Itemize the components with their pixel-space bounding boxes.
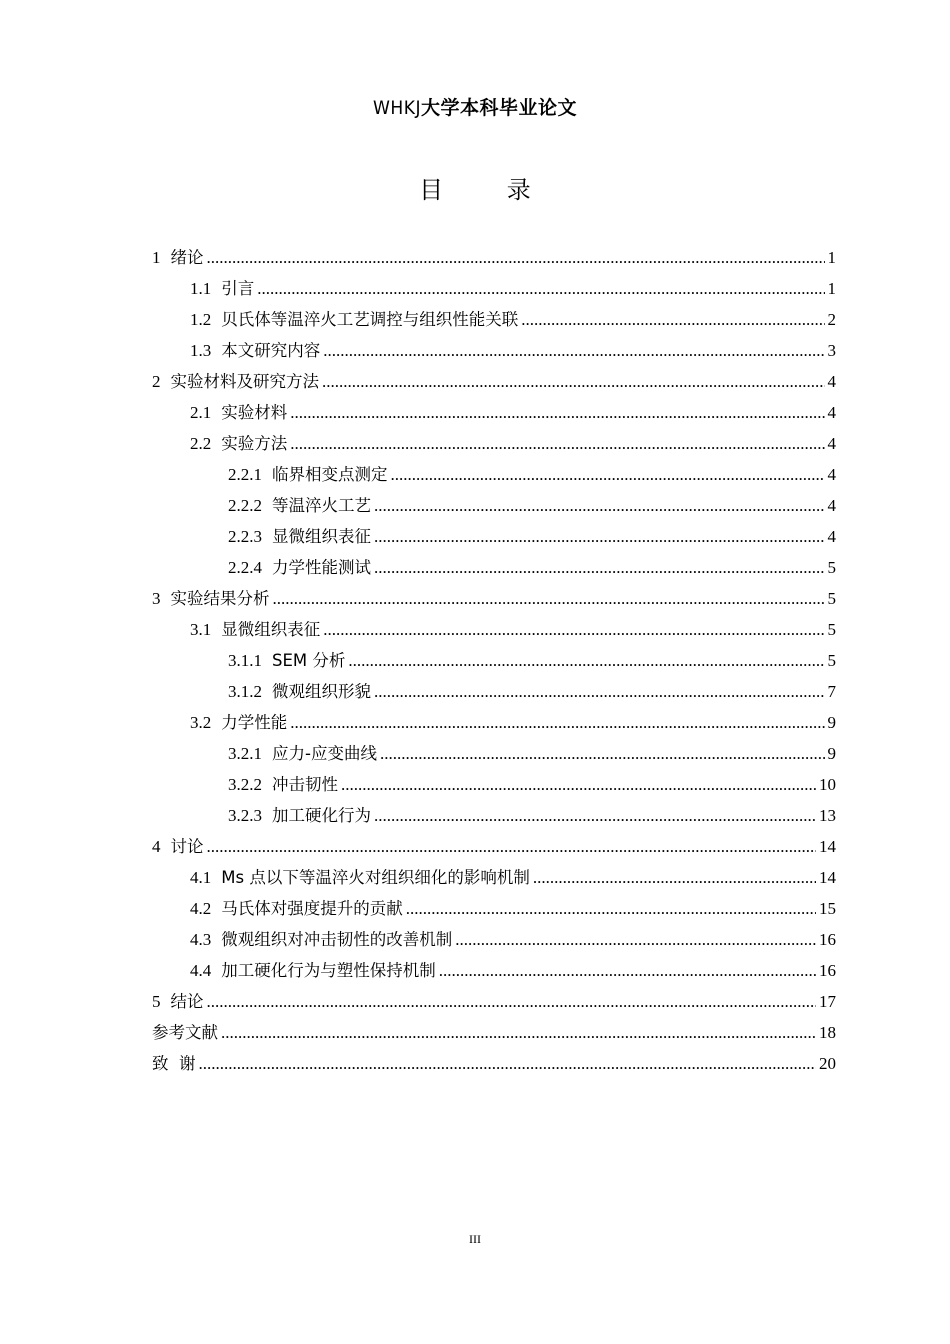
toc-leader-dots	[221, 1017, 816, 1048]
toc-entry-title: 冲击韧性	[272, 775, 338, 794]
toc-leader-dots	[455, 924, 816, 955]
table-of-contents	[152, 242, 836, 1079]
toc-entry-number: 2.1	[190, 403, 212, 422]
toc-entry-number: 4.1	[190, 868, 212, 887]
toc-entry-page: 1	[827, 248, 836, 267]
toc-entry-title: 实验方法	[221, 434, 288, 453]
toc-entry-page: 16	[819, 961, 836, 980]
toc-entry-number: 3	[152, 589, 161, 608]
toc-entry[interactable]	[152, 955, 836, 986]
toc-entry[interactable]	[152, 397, 836, 428]
toc-entry[interactable]	[152, 552, 836, 583]
toc-entry-number: 3.2.3	[228, 806, 262, 825]
toc-entry-number: 3.1.2	[228, 682, 262, 701]
toc-entry-title: 马氏体对强度提升的贡献	[221, 899, 403, 918]
toc-entry-title: 加工硬化行为与塑性保持机制	[221, 961, 436, 980]
toc-entry-title: 加工硬化行为	[272, 806, 371, 825]
toc-leader-dots	[380, 738, 825, 769]
toc-entry[interactable]	[152, 428, 836, 459]
toc-entry-page: 4	[827, 527, 836, 546]
toc-entry-page: 3	[827, 341, 836, 360]
toc-entry[interactable]	[152, 769, 836, 800]
toc-entry-page: 4	[827, 465, 836, 484]
toc-entry-page: 15	[819, 899, 836, 918]
toc-leader-dots	[533, 862, 816, 893]
toc-leader-dots	[257, 273, 824, 304]
toc-entry-title: 显微组织表征	[272, 527, 371, 546]
toc-entry-title: 绪论	[170, 248, 204, 267]
toc-entry-title: 力学性能	[221, 713, 288, 732]
toc-entry[interactable]	[152, 645, 836, 676]
toc-entry[interactable]	[152, 242, 836, 273]
toc-entry[interactable]	[152, 1048, 836, 1079]
toc-entry-title: 微观组织形貌	[272, 682, 371, 701]
toc-entry-page: 5	[827, 589, 836, 608]
toc-entry-number: 3.2.1	[228, 744, 262, 763]
toc-entry-number: 4.3	[190, 930, 212, 949]
toc-entry-page: 7	[827, 682, 836, 701]
toc-entry-page: 4	[827, 496, 836, 515]
toc-leader-dots	[207, 986, 817, 1017]
toc-leader-dots	[391, 459, 825, 490]
toc-entry-page: 9	[827, 744, 836, 763]
toc-entry[interactable]	[152, 676, 836, 707]
toc-entry-page: 17	[819, 992, 836, 1011]
toc-leader-dots	[323, 614, 824, 645]
school-title: 大学本科毕业论文	[421, 97, 578, 119]
toc-entry-number: 3.2	[190, 713, 212, 732]
toc-entry-title: 致 谢	[152, 1054, 196, 1073]
toc-leader-dots	[406, 893, 816, 924]
toc-entry[interactable]	[152, 521, 836, 552]
toc-entry[interactable]	[152, 800, 836, 831]
toc-entry-title: 实验材料	[221, 403, 288, 422]
toc-entry[interactable]	[152, 304, 836, 335]
toc-entry-title: 实验材料及研究方法	[170, 372, 319, 391]
toc-entry-number: 2.2.2	[228, 496, 262, 515]
toc-leader-dots	[290, 707, 824, 738]
toc-entry-page: 13	[819, 806, 836, 825]
toc-leader-dots	[439, 955, 816, 986]
toc-leader-dots	[374, 676, 825, 707]
toc-leader-dots	[290, 428, 824, 459]
toc-entry-title: 参考文献	[152, 1023, 218, 1042]
toc-leader-dots	[323, 335, 824, 366]
toc-entry[interactable]	[152, 862, 836, 893]
toc-entry-page: 2	[827, 310, 836, 329]
toc-entry-title: 等温淬火工艺	[272, 496, 371, 515]
toc-entry[interactable]	[152, 335, 836, 366]
toc-leader-dots	[348, 645, 824, 676]
toc-entry-number: 2.2.1	[228, 465, 262, 484]
toc-entry-title: Ms 点以下等温淬火对组织细化的影响机制	[221, 868, 530, 887]
toc-entry[interactable]	[152, 924, 836, 955]
toc-entry[interactable]	[152, 614, 836, 645]
toc-entry-page: 1	[827, 279, 836, 298]
toc-entry-number: 4	[152, 837, 161, 856]
toc-entry-number: 2.2.4	[228, 558, 262, 577]
toc-entry[interactable]	[152, 366, 836, 397]
toc-entry-page: 14	[819, 837, 836, 856]
toc-leader-dots	[322, 366, 825, 397]
toc-entry-page: 4	[827, 434, 836, 453]
toc-entry-number: 4.2	[190, 899, 212, 918]
toc-leader-dots	[374, 552, 825, 583]
toc-leader-dots	[374, 490, 825, 521]
toc-leader-dots	[199, 1048, 817, 1079]
toc-entry[interactable]	[152, 986, 836, 1017]
toc-leader-dots	[290, 397, 824, 428]
toc-entry-title: 本文研究内容	[221, 341, 321, 360]
toc-entry-page: 4	[827, 403, 836, 422]
toc-entry[interactable]	[152, 273, 836, 304]
toc-entry-title: 显微组织表征	[221, 620, 321, 639]
toc-entry-number: 5	[152, 992, 161, 1011]
toc-entry-number: 3.1.1	[228, 651, 262, 670]
toc-entry-number: 2.2	[190, 434, 212, 453]
page-header	[0, 95, 950, 122]
toc-entry-page: 18	[819, 1023, 836, 1042]
toc-entry[interactable]	[152, 738, 836, 769]
toc-entry-title: 实验结果分析	[170, 589, 270, 608]
toc-entry[interactable]	[152, 831, 836, 862]
toc-entry-number: 3.1	[190, 620, 212, 639]
toc-entry-number: 4.4	[190, 961, 212, 980]
toc-leader-dots	[341, 769, 816, 800]
toc-entry[interactable]	[152, 490, 836, 521]
toc-entry-page: 5	[827, 620, 836, 639]
toc-leader-dots	[374, 800, 816, 831]
toc-leader-dots	[207, 831, 817, 862]
toc-entry-title: 力学性能测试	[272, 558, 371, 577]
toc-entry-title: 引言	[221, 279, 255, 298]
toc-entry-number: 2.2.3	[228, 527, 262, 546]
toc-entry-page: 10	[819, 775, 836, 794]
toc-entry-page: 5	[827, 558, 836, 577]
toc-leader-dots	[273, 583, 825, 614]
toc-entry[interactable]	[152, 707, 836, 738]
toc-entry[interactable]	[152, 893, 836, 924]
toc-entry-page: 16	[819, 930, 836, 949]
toc-entry-title: 贝氏体等温淬火工艺调控与组织性能关联	[221, 310, 519, 329]
toc-entry-title: 微观组织对冲击韧性的改善机制	[221, 930, 453, 949]
toc-entry-page: 5	[827, 651, 836, 670]
toc-entry-title: 应力-应变曲线	[272, 744, 377, 763]
toc-entry[interactable]	[152, 1017, 836, 1048]
toc-leader-dots	[521, 304, 824, 335]
toc-entry-number: 1.1	[190, 279, 212, 298]
toc-entry-title: 临界相变点测定	[272, 465, 388, 484]
school-code: WHKJ	[372, 97, 421, 119]
toc-entry-page: 14	[819, 868, 836, 887]
toc-entry-number: 2	[152, 372, 161, 391]
toc-entry-title: 讨论	[170, 837, 204, 856]
page-number: III	[469, 1232, 481, 1246]
toc-title: 目 录	[419, 176, 559, 204]
toc-entry[interactable]	[152, 583, 836, 614]
toc-entry-number: 3.2.2	[228, 775, 262, 794]
toc-entry-number: 1.3	[190, 341, 212, 360]
toc-entry[interactable]	[152, 459, 836, 490]
toc-entry-page: 4	[827, 372, 836, 391]
toc-leader-dots	[207, 242, 825, 273]
toc-entry-title: 结论	[170, 992, 204, 1011]
toc-entry-number: 1	[152, 248, 161, 267]
toc-entry-page: 20	[819, 1054, 836, 1073]
toc-entry-number: 1.2	[190, 310, 212, 329]
toc-leader-dots	[374, 521, 825, 552]
toc-entry-page: 9	[827, 713, 836, 732]
toc-entry-title: SEM 分析	[272, 651, 346, 670]
